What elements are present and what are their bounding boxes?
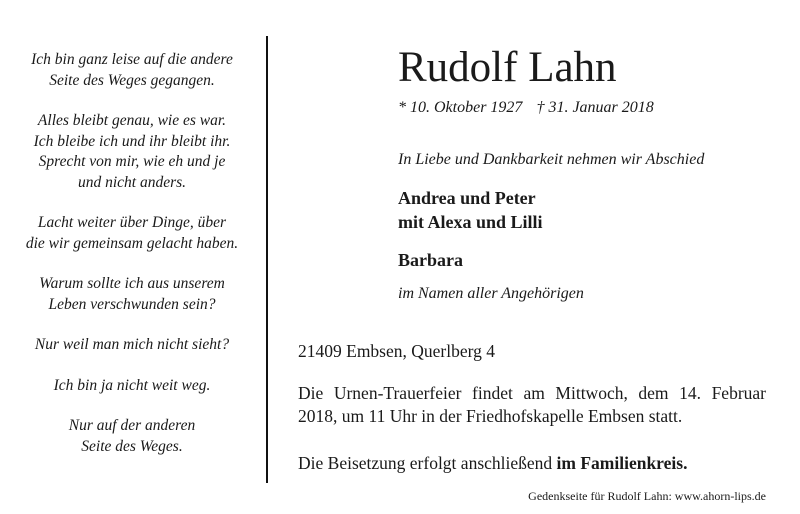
poem-line: Nur auf der anderen xyxy=(68,417,196,434)
burial-emphasis: im Familienkreis. xyxy=(556,453,688,473)
poem-line: Leben verschwunden sein? xyxy=(48,295,216,313)
poem-line: Ich bin ja nicht weit weg. xyxy=(53,376,211,394)
burial-text xyxy=(298,453,687,474)
poem-line: die wir gemeinsam gelacht haben. xyxy=(25,234,239,252)
poem-line: Nur weil man mich nicht sieht? xyxy=(34,336,230,353)
life-dates xyxy=(398,99,654,117)
poem xyxy=(14,50,250,477)
deceased-name: Rudolf Lahn xyxy=(398,44,617,91)
poem-line: Sprecht von mir, wie eh und je xyxy=(38,153,226,170)
poem-line: Ich bin ganz leise auf die andere xyxy=(31,51,233,68)
poem-line: Lacht weiter über Dinge, über xyxy=(37,214,227,231)
on-behalf-line: im Namen aller Angehörigen xyxy=(398,285,584,302)
burial-prefix: Die Beisetzung erfolgt anschließend xyxy=(298,453,557,473)
poem-stanza xyxy=(14,274,250,315)
poem-line: Seite des Weges gegangen. xyxy=(49,71,215,89)
service-text: Die Urnen-Trauerfeier findet am Mittwoch, dem 14. Februar 2018, um 11 Uhr in der Friedhofskapelle Embsen statt. xyxy=(298,383,766,426)
family-line: Andrea und Peter xyxy=(398,188,536,208)
poem-stanza xyxy=(14,376,250,397)
poem-line: Alles bleibt genau, wie es war. xyxy=(37,112,227,129)
address: 21409 Embsen, Querlberg 4 xyxy=(298,341,496,361)
poem-line: Warum sollte ich aus unserem xyxy=(39,275,225,292)
poem-line: Seite des Weges. xyxy=(81,437,183,455)
birth-date: * 10. Oktober 1927 xyxy=(398,99,523,116)
family-names xyxy=(398,186,543,234)
poem-stanza xyxy=(14,50,250,91)
vertical-divider xyxy=(266,36,268,483)
poem-stanza xyxy=(14,416,250,457)
death-date: † 31. Januar 2018 xyxy=(536,99,654,116)
poem-stanza xyxy=(14,213,250,254)
family-line: Barbara xyxy=(398,250,463,270)
poem-stanza xyxy=(14,335,250,356)
poem-line: und nicht anders. xyxy=(77,173,187,191)
farewell-line: In Liebe und Dankbarkeit nehmen wir Abschied xyxy=(398,151,705,168)
poem-line: Ich bleibe ich und ihr bleibt ihr. xyxy=(33,132,231,150)
poem-stanza xyxy=(14,111,250,193)
memorial-page-footer: Gedenkseite für Rudolf Lahn: www.ahorn-lips.de xyxy=(528,489,766,503)
family-line: mit Alexa und Lilli xyxy=(398,212,543,232)
